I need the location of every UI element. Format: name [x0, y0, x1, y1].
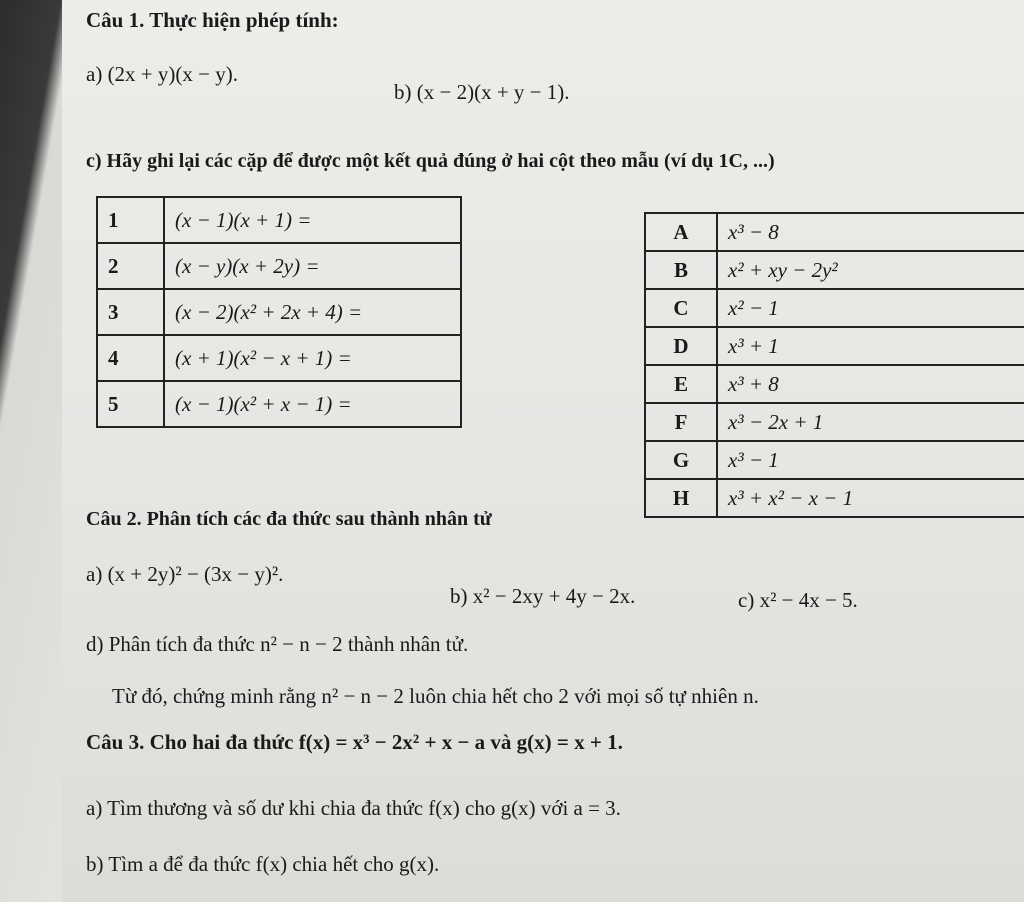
right-table-expression: x³ − 8 [717, 213, 1024, 251]
left-table-number: 4 [97, 335, 164, 381]
right-table-expression: x³ + 8 [717, 365, 1024, 403]
q1-title: Câu 1. Thực hiện phép tính: [86, 8, 339, 32]
q1-part-c: c) Hãy ghi lại các cặp để được một kết quả đúng ở hai cột theo mẫu (ví dụ 1C, ...) [86, 150, 775, 172]
right-table-letter: A [645, 213, 717, 251]
left-table-row [97, 243, 461, 289]
right-table-letter: H [645, 479, 717, 517]
right-table-row [645, 327, 1024, 365]
left-table-expression: (x − y)(x + 2y) = [164, 243, 461, 289]
q2-part-d-proof: Từ đó, chứng minh rằng n² − n − 2 luôn chia hết cho 2 với mọi số tự nhiên n. [112, 684, 759, 708]
q2-part-a: a) (x + 2y)² − (3x − y)². [86, 562, 284, 586]
q2-part-b: b) x² − 2xy + 4y − 2x. [450, 584, 636, 608]
q1-part-b: b) (x − 2)(x + y − 1). [394, 80, 570, 104]
right-table-row [645, 251, 1024, 289]
right-table-letter: E [645, 365, 717, 403]
left-expression-table [96, 196, 462, 428]
q1-part-a: a) (2x + y)(x − y). [86, 62, 238, 86]
right-table-row [645, 289, 1024, 327]
left-table-row [97, 197, 461, 243]
q3-part-a: a) Tìm thương và số dư khi chia đa thức f(x) cho g(x) với a = 3. [86, 796, 621, 820]
left-table-row [97, 289, 461, 335]
right-table-expression: x³ + 1 [717, 327, 1024, 365]
left-table-expression: (x − 1)(x + 1) = [164, 197, 461, 243]
right-table-row [645, 479, 1024, 517]
q3-title: Câu 3. Cho hai đa thức f(x) = x³ − 2x² + x − a và g(x) = x + 1. [86, 730, 623, 754]
right-table-row [645, 213, 1024, 251]
q2-part-d: d) Phân tích đa thức n² − n − 2 thành nhân tử. [86, 632, 469, 656]
right-table-letter: F [645, 403, 717, 441]
right-result-table [644, 212, 1024, 518]
left-table-expression: (x − 2)(x² + 2x + 4) = [164, 289, 461, 335]
left-table-number: 3 [97, 289, 164, 335]
right-table-row [645, 441, 1024, 479]
right-table-expression: x² + xy − 2y² [717, 251, 1024, 289]
q2-title: Câu 2. Phân tích các đa thức sau thành nhân tử [86, 508, 492, 530]
right-table-letter: C [645, 289, 717, 327]
left-table-row [97, 381, 461, 427]
left-table-row [97, 335, 461, 381]
q3-part-b: b) Tìm a để đa thức f(x) chia hết cho g(x). [86, 852, 440, 876]
left-table-number: 1 [97, 197, 164, 243]
q2-part-c: c) x² − 4x − 5. [738, 588, 858, 612]
left-table-expression: (x + 1)(x² − x + 1) = [164, 335, 461, 381]
right-table-letter: B [645, 251, 717, 289]
left-table-expression: (x − 1)(x² + x − 1) = [164, 381, 461, 427]
right-table-expression: x³ − 2x + 1 [717, 403, 1024, 441]
right-table-expression: x³ − 1 [717, 441, 1024, 479]
right-table-letter: G [645, 441, 717, 479]
left-table-number: 2 [97, 243, 164, 289]
right-table-expression: x³ + x² − x − 1 [717, 479, 1024, 517]
right-table-expression: x² − 1 [717, 289, 1024, 327]
right-table-row [645, 365, 1024, 403]
left-table-number: 5 [97, 381, 164, 427]
right-table-row [645, 403, 1024, 441]
right-table-letter: D [645, 327, 717, 365]
